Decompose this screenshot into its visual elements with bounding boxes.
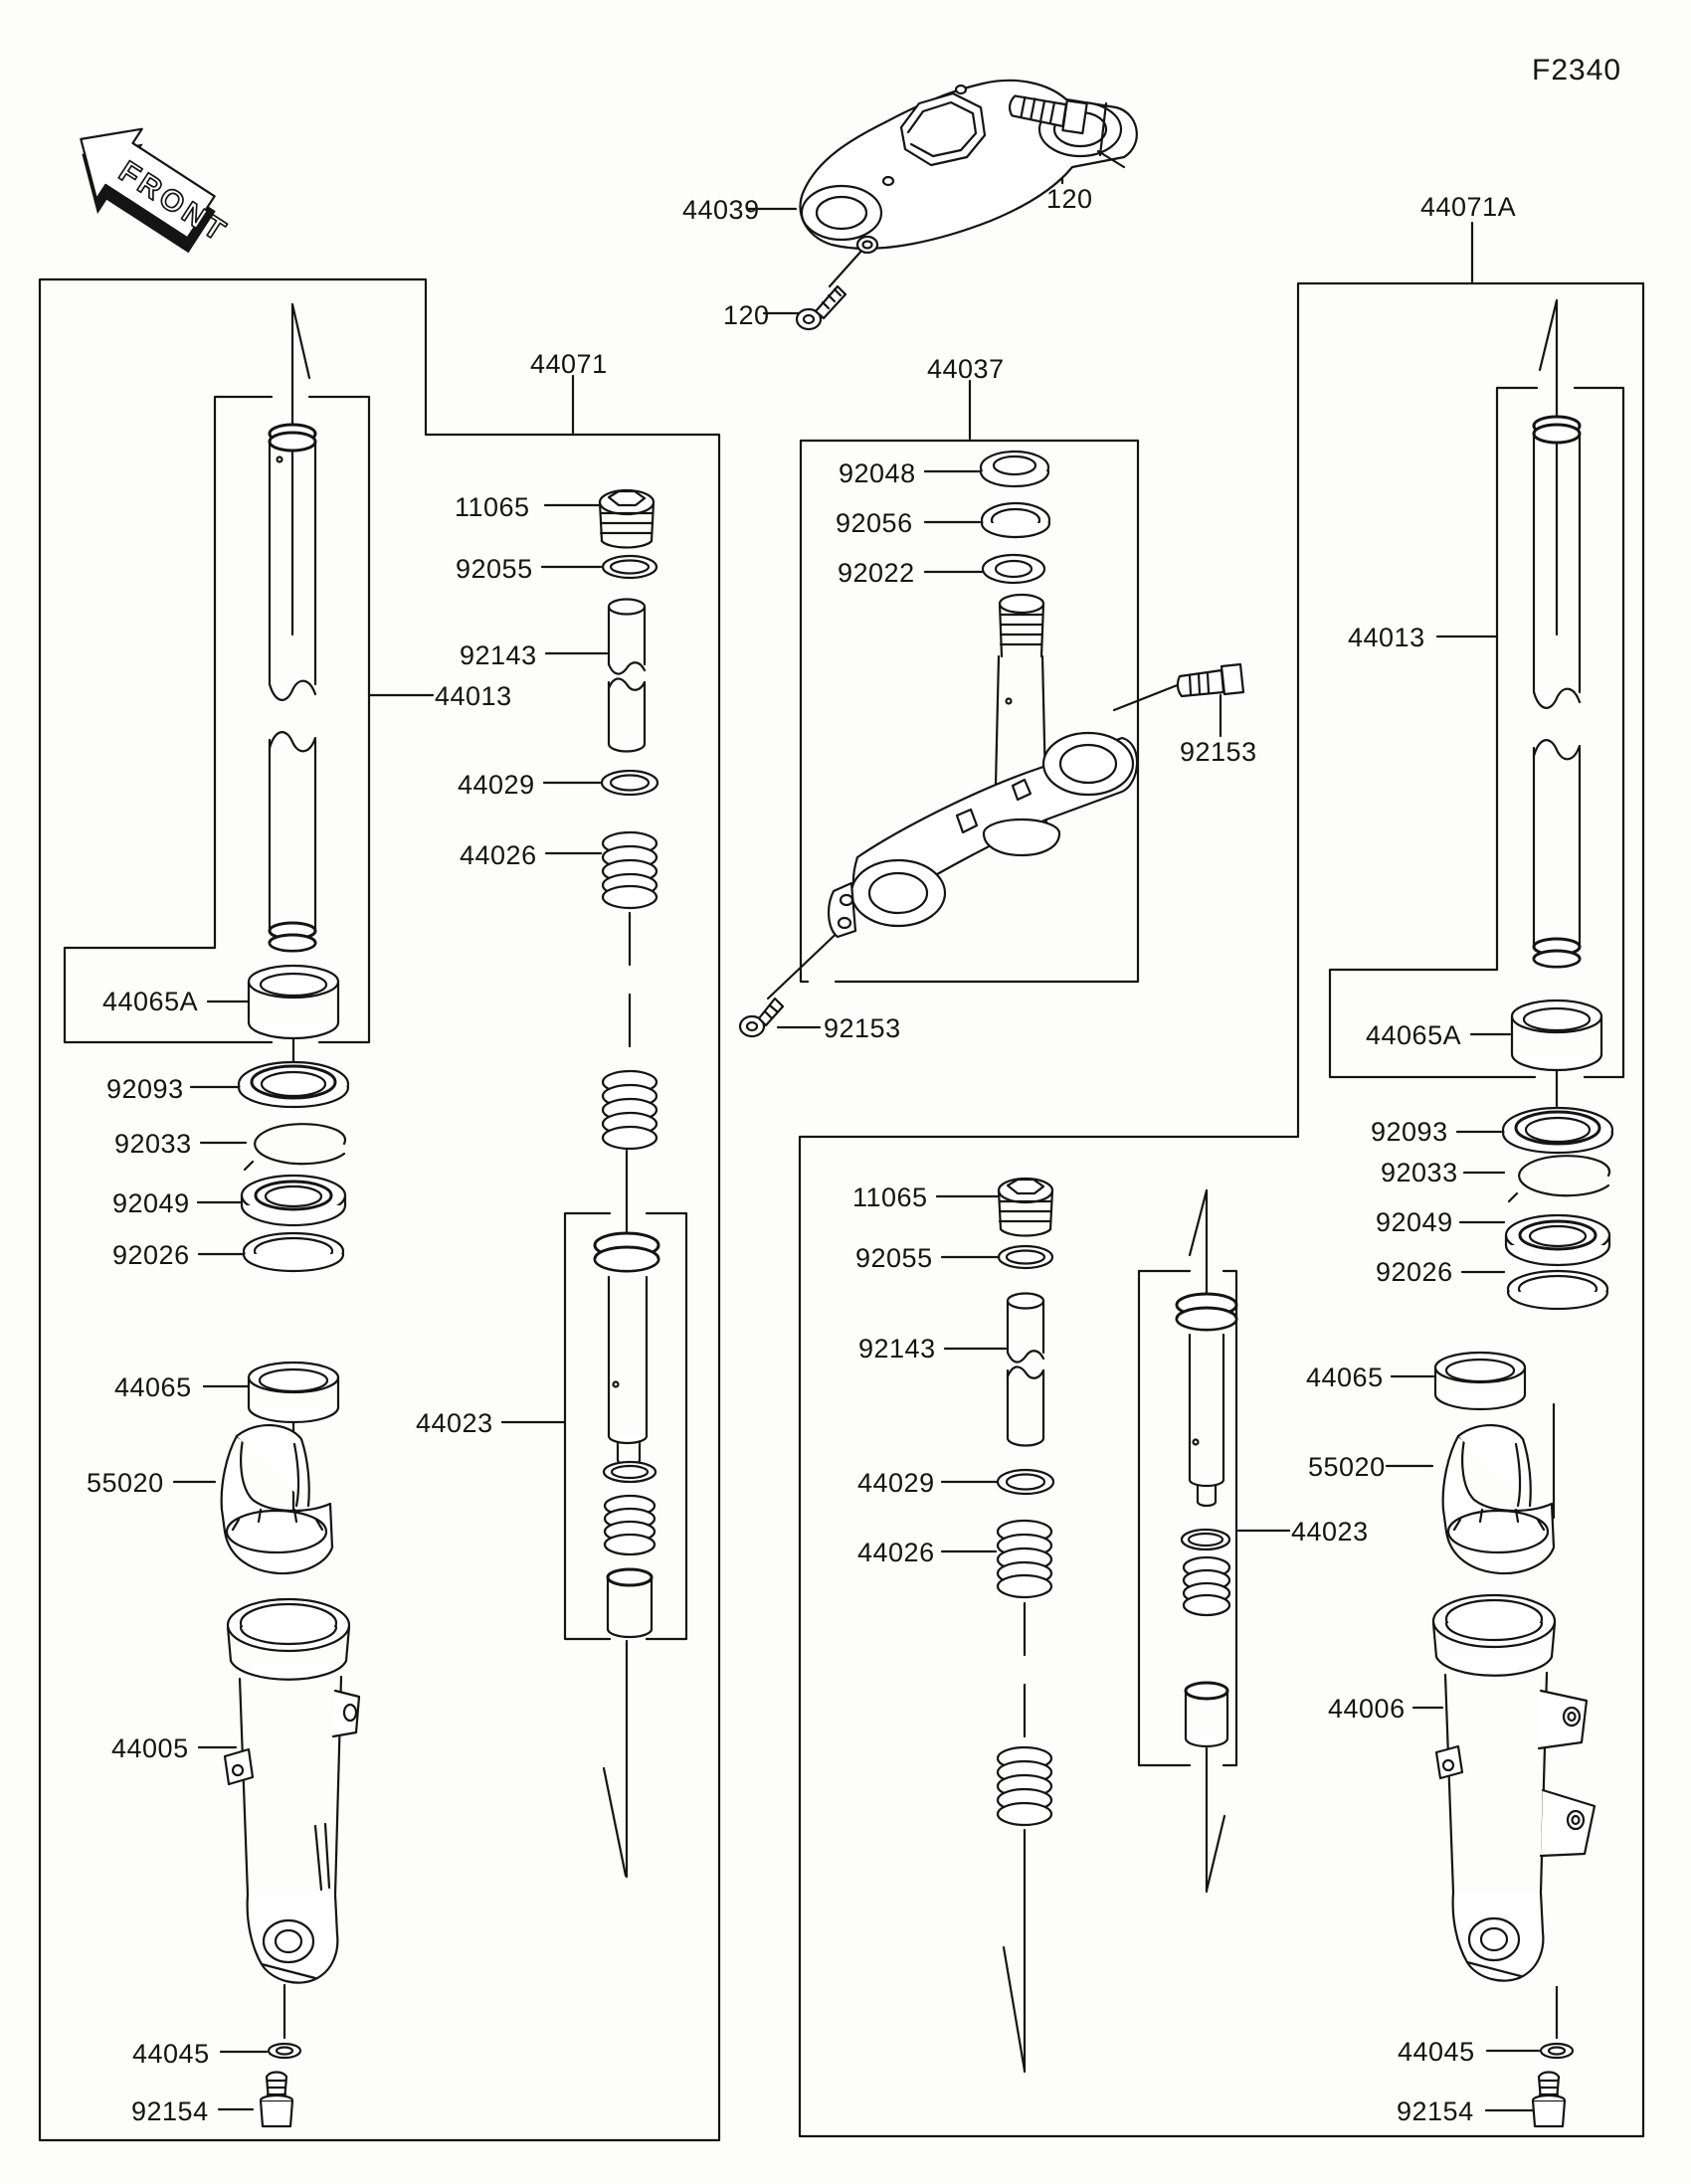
label-left-plug-oring: 92055 — [456, 554, 533, 584]
label-right-top-plug: 11065 — [852, 1183, 928, 1212]
label-left-retaining-ring: 92033 — [114, 1129, 192, 1159]
label-right-oil-seal: 92049 — [1376, 1207, 1453, 1237]
part-head-washer-lower — [983, 555, 1044, 583]
part-seal-washer-right — [1503, 1108, 1612, 1153]
part-head-washer-upper — [982, 503, 1049, 537]
label-left-upper-bushing: 44065A — [102, 987, 199, 1016]
part-retaining-ring-left — [245, 1124, 345, 1170]
part-gasket-right — [1541, 2044, 1573, 2058]
label-left-dust-wiper: 92026 — [112, 1240, 190, 1270]
label-right-lower-bushing: 44065 — [1306, 1363, 1384, 1392]
label-right-spring-seat: 44029 — [857, 1468, 935, 1498]
part-stem-bolt-lower — [740, 999, 783, 1036]
arrow-right-cylinder-top — [1190, 1190, 1207, 1293]
part-retaining-ring-right — [1509, 1156, 1609, 1201]
label-right-plug-oring: 92055 — [855, 1243, 933, 1273]
front-arrow-text: FRONT — [112, 154, 235, 250]
arrow-right-inner-tube — [1540, 300, 1557, 635]
part-plug-oring-right — [999, 1246, 1052, 1268]
part-lower-bushing-right — [1435, 1353, 1525, 1409]
part-top-plug-right — [999, 1179, 1052, 1236]
part-stem-bolt-upper — [1178, 664, 1243, 696]
part-plug-oring-left — [603, 556, 657, 578]
part-clamp-bolt-left — [797, 286, 846, 329]
label-clamp-bolt-left: 120 — [723, 300, 770, 330]
figure-code: F2340 — [1532, 54, 1622, 87]
label-right-seal-washer: 92093 — [1371, 1117, 1448, 1147]
label-stem-bolt-lower: 92153 — [824, 1013, 901, 1043]
part-top-plug-left — [600, 490, 654, 548]
part-oil-seal-left — [242, 1176, 345, 1225]
part-upper-bushing-right — [1512, 1001, 1601, 1070]
arrow-right-cylinder-bottom — [1207, 1748, 1224, 1892]
part-gasket-left — [269, 2044, 300, 2058]
part-oil-seal-right — [1506, 1215, 1609, 1265]
part-fork-guard-left — [222, 1425, 332, 1573]
label-right-dust-wiper: 92026 — [1376, 1257, 1453, 1287]
leader-lines — [174, 131, 1557, 2110]
label-left-oil-seal: 92049 — [112, 1188, 190, 1218]
part-lower-bushing-left — [249, 1363, 338, 1422]
left-inner-tube-box — [65, 397, 369, 1042]
part-outer-tube-right — [1433, 1595, 1595, 1981]
label-left-cylinder-unit: 44023 — [416, 1408, 493, 1438]
label-head-dust-seal: 92048 — [839, 458, 916, 488]
part-dust-wiper-right — [1508, 1271, 1607, 1309]
label-head-washer-upper: 92056 — [836, 508, 913, 538]
part-drain-bolt-left — [261, 2073, 292, 2127]
part-outer-tube-left — [225, 1599, 359, 1983]
label-right-fork-guard: 55020 — [1308, 1452, 1386, 1482]
label-left-fork-guard: 55020 — [87, 1468, 164, 1498]
part-spacer-right — [1008, 1294, 1043, 1446]
label-right-retaining-ring: 92033 — [1381, 1158, 1458, 1187]
part-cylinder-unit-left — [595, 1233, 658, 1637]
part-fork-spring-right — [998, 1521, 1051, 1825]
label-right-inner-tube: 44013 — [1348, 623, 1425, 652]
label-clamp-bolt-right: 120 — [1046, 184, 1093, 214]
label-left-fork-assembly: 44071 — [530, 349, 608, 379]
label-left-inner-tube: 44013 — [435, 681, 512, 711]
label-right-fork-assembly: 44071A — [1420, 192, 1517, 222]
label-left-outer-tube: 44005 — [111, 1733, 189, 1763]
arrow-right-spring-bottom — [1004, 1830, 1025, 2072]
front-arrow-marker — [52, 104, 249, 278]
label-left-top-plug: 11065 — [455, 492, 530, 522]
label-right-spacer: 92143 — [858, 1334, 936, 1364]
part-dust-wiper-left — [244, 1233, 343, 1271]
part-head-dust-seal — [981, 452, 1048, 486]
label-right-upper-bushing: 44065A — [1366, 1020, 1462, 1050]
label-head-washer-lower: 92022 — [838, 558, 915, 588]
arrow-left-cylinder-bottom — [604, 1641, 627, 1877]
label-left-lower-bushing: 44065 — [114, 1372, 192, 1402]
part-spring-seat-left — [602, 771, 658, 795]
label-right-drain-bolt: 92154 — [1397, 2096, 1474, 2126]
part-steering-stem — [829, 595, 1137, 937]
label-right-gasket: 44045 — [1398, 2037, 1475, 2067]
label-upper-triple-clamp: 44039 — [682, 195, 760, 225]
label-right-cylinder-unit: 44023 — [1291, 1517, 1369, 1547]
label-left-gasket: 44045 — [132, 2039, 210, 2069]
part-drain-bolt-right — [1533, 2073, 1565, 2127]
label-left-drain-bolt: 92154 — [131, 2096, 209, 2126]
part-seal-washer-left — [239, 1062, 348, 1107]
label-left-spacer: 92143 — [460, 640, 537, 670]
part-spring-seat-right — [998, 1470, 1053, 1494]
part-fork-guard-right — [1443, 1425, 1554, 1573]
label-stem-bolt-upper: 92153 — [1180, 737, 1257, 767]
label-left-fork-spring: 44026 — [460, 840, 537, 870]
part-spacer-left — [609, 600, 645, 752]
label-right-fork-spring: 44026 — [857, 1538, 935, 1567]
label-left-spring-seat: 44029 — [458, 770, 535, 800]
part-cylinder-unit-right — [1177, 1294, 1236, 1746]
label-right-outer-tube: 44006 — [1328, 1694, 1406, 1724]
arrow-left-inner-tube — [292, 304, 309, 635]
label-left-seal-washer: 92093 — [106, 1074, 184, 1104]
part-upper-bushing-left — [249, 966, 338, 1038]
label-steering-stem-assembly: 44037 — [927, 354, 1005, 384]
part-fork-spring-left — [603, 832, 657, 1149]
